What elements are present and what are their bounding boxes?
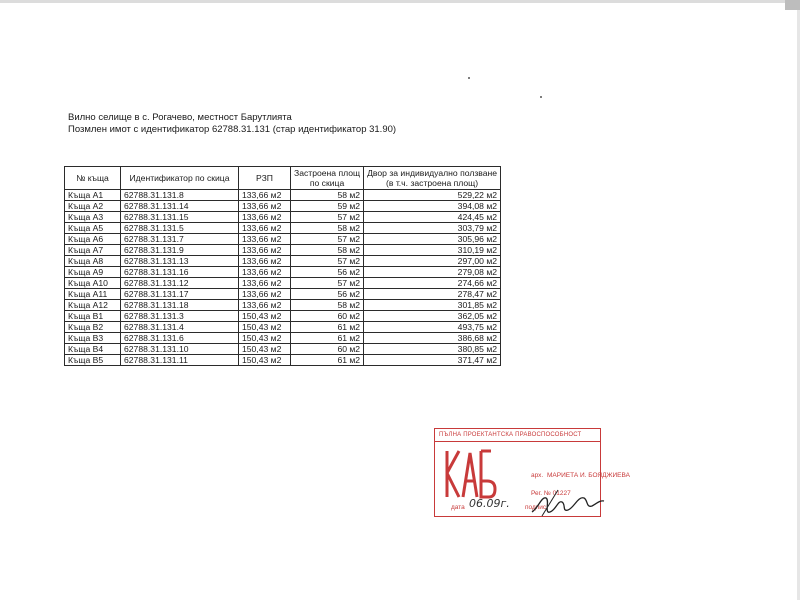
table-row <box>65 300 501 311</box>
cell-built: 56 м2 <box>291 289 364 300</box>
cell-yard: 424,45 м2 <box>364 212 501 223</box>
table-row <box>65 289 501 300</box>
col-header-yard-line1: Двор за индивидуално ползване <box>367 168 498 178</box>
cell-yard: 493,75 м2 <box>364 322 501 333</box>
table-row <box>65 245 501 256</box>
cell-built: 61 м2 <box>291 322 364 333</box>
cell-yard: 386,68 м2 <box>364 333 501 344</box>
cell-house: Къща А5 <box>65 223 121 234</box>
cell-rzp: 133,66 м2 <box>239 245 291 256</box>
cell-yard: 394,08 м2 <box>364 201 501 212</box>
table-row <box>65 267 501 278</box>
scan-speck <box>468 77 470 79</box>
cell-rzp: 133,66 м2 <box>239 300 291 311</box>
signature-icon <box>528 486 608 520</box>
cell-rzp: 150,43 м2 <box>239 355 291 366</box>
stamp-title: арх. <box>531 472 544 479</box>
cell-yard: 301,85 м2 <box>364 300 501 311</box>
cell-yard: 279,08 м2 <box>364 267 501 278</box>
cell-identifier: 62788.31.131.14 <box>121 201 239 212</box>
cell-yard: 274,66 м2 <box>364 278 501 289</box>
cell-built: 59 м2 <box>291 201 364 212</box>
cell-built: 60 м2 <box>291 344 364 355</box>
cell-built: 57 м2 <box>291 278 364 289</box>
table-row <box>65 201 501 212</box>
col-header-house: № къща <box>65 167 121 190</box>
table-row <box>65 223 501 234</box>
scan-speck <box>540 96 542 98</box>
cell-identifier: 62788.31.131.4 <box>121 322 239 333</box>
cell-identifier: 62788.31.131.11 <box>121 355 239 366</box>
cell-rzp: 133,66 м2 <box>239 234 291 245</box>
kab-logo-icon <box>441 445 499 503</box>
cell-rzp: 133,66 м2 <box>239 256 291 267</box>
cell-identifier: 62788.31.131.6 <box>121 333 239 344</box>
cell-rzp: 133,66 м2 <box>239 289 291 300</box>
table-row <box>65 344 501 355</box>
cell-built: 57 м2 <box>291 212 364 223</box>
cell-identifier: 62788.31.131.13 <box>121 256 239 267</box>
stamp-architect-name: МАРИЕТА И. БОЯДЖИЕВА <box>547 472 630 479</box>
cell-house: Къща А6 <box>65 234 121 245</box>
cell-yard: 529,22 м2 <box>364 190 501 201</box>
cell-yard: 380,85 м2 <box>364 344 501 355</box>
col-header-built-line2: по скица <box>309 178 345 188</box>
cell-identifier: 62788.31.131.7 <box>121 234 239 245</box>
stamp-registration: Рег. № 01227 <box>531 490 571 497</box>
cell-built: 58 м2 <box>291 300 364 311</box>
table-row <box>65 311 501 322</box>
cell-identifier: 62788.31.131.3 <box>121 311 239 322</box>
cell-house: Къща В5 <box>65 355 121 366</box>
stamp-date-label: дата <box>451 504 465 511</box>
cell-rzp: 133,66 м2 <box>239 267 291 278</box>
table-row <box>65 355 501 366</box>
cell-house: Къща В4 <box>65 344 121 355</box>
col-header-built <box>291 167 364 190</box>
cell-identifier: 62788.31.131.8 <box>121 190 239 201</box>
cell-built: 61 м2 <box>291 355 364 366</box>
cell-house: Къща В1 <box>65 311 121 322</box>
cell-house: Къща В2 <box>65 322 121 333</box>
cell-house: Къща А11 <box>65 289 121 300</box>
col-header-identifier: Идентификатор по скица <box>121 167 239 190</box>
cell-identifier: 62788.31.131.10 <box>121 344 239 355</box>
cell-built: 58 м2 <box>291 223 364 234</box>
table-row <box>65 234 501 245</box>
table-row <box>65 278 501 289</box>
stamp-date-value: 06.09г. <box>469 497 510 510</box>
table-row <box>65 190 501 201</box>
cell-rzp: 150,43 м2 <box>239 333 291 344</box>
heading-property: Позмлен имот с идентификатор 62788.31.131 (стар идентификатор 31.90) <box>68 124 397 135</box>
cell-rzp: 133,66 м2 <box>239 223 291 234</box>
cell-house: Къща А10 <box>65 278 121 289</box>
page-corner <box>785 0 800 10</box>
cell-rzp: 150,43 м2 <box>239 344 291 355</box>
cell-built: 61 м2 <box>291 333 364 344</box>
cell-identifier: 62788.31.131.15 <box>121 212 239 223</box>
cell-house: Къща А8 <box>65 256 121 267</box>
cell-identifier: 62788.31.131.12 <box>121 278 239 289</box>
cell-rzp: 150,43 м2 <box>239 322 291 333</box>
cell-built: 56 м2 <box>291 267 364 278</box>
cell-house: Къща А1 <box>65 190 121 201</box>
cell-identifier: 62788.31.131.9 <box>121 245 239 256</box>
cell-built: 58 м2 <box>291 245 364 256</box>
cell-yard: 310,19 м2 <box>364 245 501 256</box>
heading-location: Вилно селище в с. Рогачево, местност Барутлията <box>68 112 292 123</box>
table-row <box>65 256 501 267</box>
cell-built: 60 м2 <box>291 311 364 322</box>
cell-rzp: 150,43 м2 <box>239 311 291 322</box>
col-header-yard <box>364 167 501 190</box>
cell-house: Къща А3 <box>65 212 121 223</box>
cell-rzp: 133,66 м2 <box>239 278 291 289</box>
table-row <box>65 333 501 344</box>
units-table-body <box>65 190 501 366</box>
cell-rzp: 133,66 м2 <box>239 190 291 201</box>
cell-identifier: 62788.31.131.18 <box>121 300 239 311</box>
col-header-yard-line2: (в т.ч. застроена площ) <box>386 178 479 188</box>
col-header-rzp: РЗП <box>239 167 291 190</box>
table-header-row <box>65 167 501 190</box>
cell-house: Къща В3 <box>65 333 121 344</box>
cell-built: 58 м2 <box>291 190 364 201</box>
cell-identifier: 62788.31.131.17 <box>121 289 239 300</box>
cell-rzp: 133,66 м2 <box>239 212 291 223</box>
cell-built: 57 м2 <box>291 234 364 245</box>
cell-built: 57 м2 <box>291 256 364 267</box>
cell-yard: 278,47 м2 <box>364 289 501 300</box>
table-row <box>65 322 501 333</box>
cell-yard: 303,79 м2 <box>364 223 501 234</box>
col-header-built-line1: Застроена площ <box>294 168 361 178</box>
cell-house: Къща А12 <box>65 300 121 311</box>
units-table <box>64 166 501 366</box>
page-edge <box>0 0 800 3</box>
cell-house: Къща А2 <box>65 201 121 212</box>
stamp-sign-label: подпис <box>525 504 547 511</box>
cell-yard: 362,05 м2 <box>364 311 501 322</box>
stamp-header: ПЪЛНА ПРОЕКТАНТСКА ПРАВОСПОСОБНОСТ <box>435 429 600 442</box>
cell-yard: 297,00 м2 <box>364 256 501 267</box>
cell-rzp: 133,66 м2 <box>239 201 291 212</box>
table-row <box>65 212 501 223</box>
cell-house: Къща А9 <box>65 267 121 278</box>
cell-identifier: 62788.31.131.5 <box>121 223 239 234</box>
cell-yard: 305,96 м2 <box>364 234 501 245</box>
cell-yard: 371,47 м2 <box>364 355 501 366</box>
cell-house: Къща А7 <box>65 245 121 256</box>
cell-identifier: 62788.31.131.16 <box>121 267 239 278</box>
